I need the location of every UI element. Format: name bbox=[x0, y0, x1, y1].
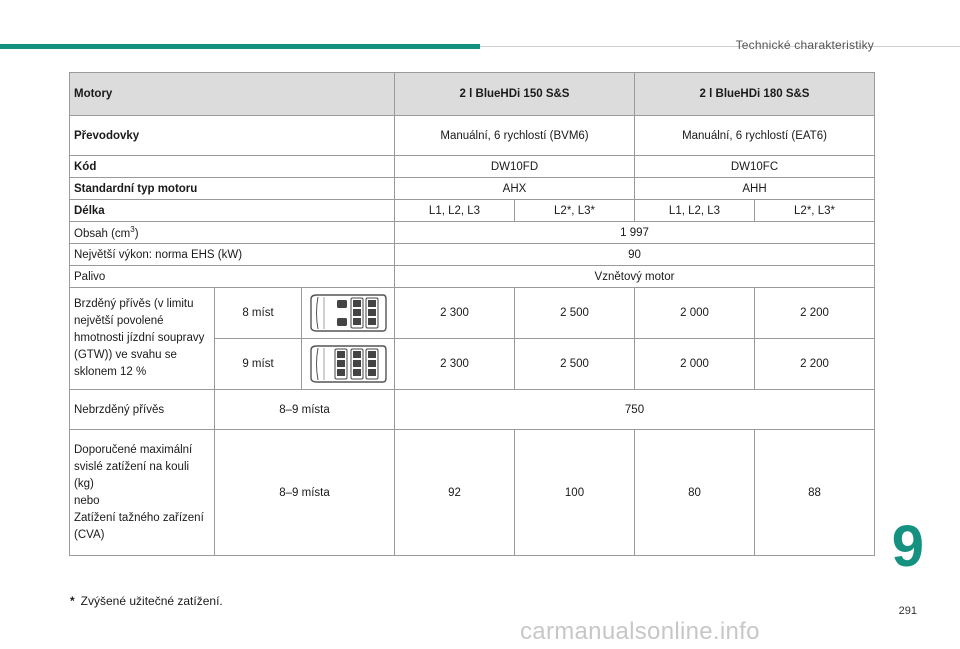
power-value: 90 bbox=[395, 244, 875, 266]
footnote-marker: * bbox=[70, 594, 75, 608]
code-label: Kód bbox=[70, 156, 395, 178]
van-8-seats-icon bbox=[302, 288, 395, 339]
length-value: L1, L2, L3 bbox=[395, 200, 515, 222]
code-row bbox=[70, 156, 875, 178]
footnote bbox=[70, 594, 223, 608]
std-engine-row bbox=[70, 178, 875, 200]
braked-trailer-label: Brzděný přívěs (v limitu největší povolené hmotnosti jízdní soupravy (GTW)) ve svahu se sklonem 12 % bbox=[70, 288, 215, 390]
page-number: 291 bbox=[898, 605, 917, 617]
capacity-label: Obsah $(cm^3)$ bbox=[70, 222, 395, 244]
unbraked-trailer-label: Nebrzděný přívěs bbox=[70, 390, 215, 430]
gearbox-row bbox=[70, 116, 875, 156]
std-engine-1: AHX bbox=[395, 178, 635, 200]
capacity-row bbox=[70, 222, 875, 244]
braked-value: 2 200 bbox=[755, 288, 875, 339]
gearbox-engine-1: Manuální, 6 rychlostí (BVM6) bbox=[395, 116, 635, 156]
braked-value: 2 000 bbox=[635, 339, 755, 390]
gearbox-engine-2: Manuální, 6 rychlostí (EAT6) bbox=[635, 116, 875, 156]
engine-1-header: 2 l BlueHDi 150 S&S bbox=[395, 73, 635, 116]
power-row bbox=[70, 244, 875, 266]
footnote-text: Zvýšené užitečné zatížení. bbox=[80, 594, 223, 608]
code-engine-1: DW10FD bbox=[395, 156, 635, 178]
towbar-load-row bbox=[70, 430, 875, 556]
braked-value: 2 200 bbox=[755, 339, 875, 390]
unbraked-seats: 8–9 místa bbox=[215, 390, 395, 430]
braked-trailer-row-8 bbox=[70, 288, 875, 339]
braked-value: 2 500 bbox=[515, 339, 635, 390]
seats-label: 8 míst bbox=[215, 288, 302, 339]
chapter-number: 9 bbox=[891, 514, 924, 579]
table-header-row bbox=[70, 73, 875, 116]
length-value: L2*, L3* bbox=[755, 200, 875, 222]
towbar-load-value: 100 bbox=[515, 430, 635, 556]
towbar-load-label: Doporučené maximální svislé zatížení na kouli (kg) nebo Zatížení tažného zařízení (CVA) bbox=[70, 430, 215, 556]
fuel-label: Palivo bbox=[70, 266, 395, 288]
watermark: carmanualsonline.info bbox=[520, 618, 760, 645]
towbar-load-value: 92 bbox=[395, 430, 515, 556]
gearbox-label: Převodovky bbox=[70, 116, 395, 156]
engine-spec-table bbox=[69, 72, 875, 556]
code-engine-2: DW10FC bbox=[635, 156, 875, 178]
fuel-row bbox=[70, 266, 875, 288]
section-title: Technické charakteristiky bbox=[735, 38, 874, 52]
length-value: L1, L2, L3 bbox=[635, 200, 755, 222]
capacity-value: 1 997 bbox=[395, 222, 875, 244]
towbar-load-value: 88 bbox=[755, 430, 875, 556]
header-accent-bar bbox=[0, 44, 480, 49]
length-label: Délka bbox=[70, 200, 395, 222]
std-engine-label: Standardní typ motoru bbox=[70, 178, 395, 200]
engine-2-header: 2 l BlueHDi 180 S&S bbox=[635, 73, 875, 116]
towbar-load-seats: 8–9 místa bbox=[215, 430, 395, 556]
van-9-seats-icon bbox=[302, 339, 395, 390]
braked-value: 2 500 bbox=[515, 288, 635, 339]
seats-label: 9 míst bbox=[215, 339, 302, 390]
braked-value: 2 000 bbox=[635, 288, 755, 339]
std-engine-2: AHH bbox=[635, 178, 875, 200]
braked-value: 2 300 bbox=[395, 339, 515, 390]
engines-header: Motory bbox=[70, 73, 395, 116]
unbraked-trailer-row bbox=[70, 390, 875, 430]
power-label: Největší výkon: norma EHS (kW) bbox=[70, 244, 395, 266]
length-row bbox=[70, 200, 875, 222]
header-rule bbox=[480, 46, 960, 47]
length-value: L2*, L3* bbox=[515, 200, 635, 222]
towbar-load-value: 80 bbox=[635, 430, 755, 556]
unbraked-value: 750 bbox=[395, 390, 875, 430]
braked-value: 2 300 bbox=[395, 288, 515, 339]
fuel-value: Vznětový motor bbox=[395, 266, 875, 288]
